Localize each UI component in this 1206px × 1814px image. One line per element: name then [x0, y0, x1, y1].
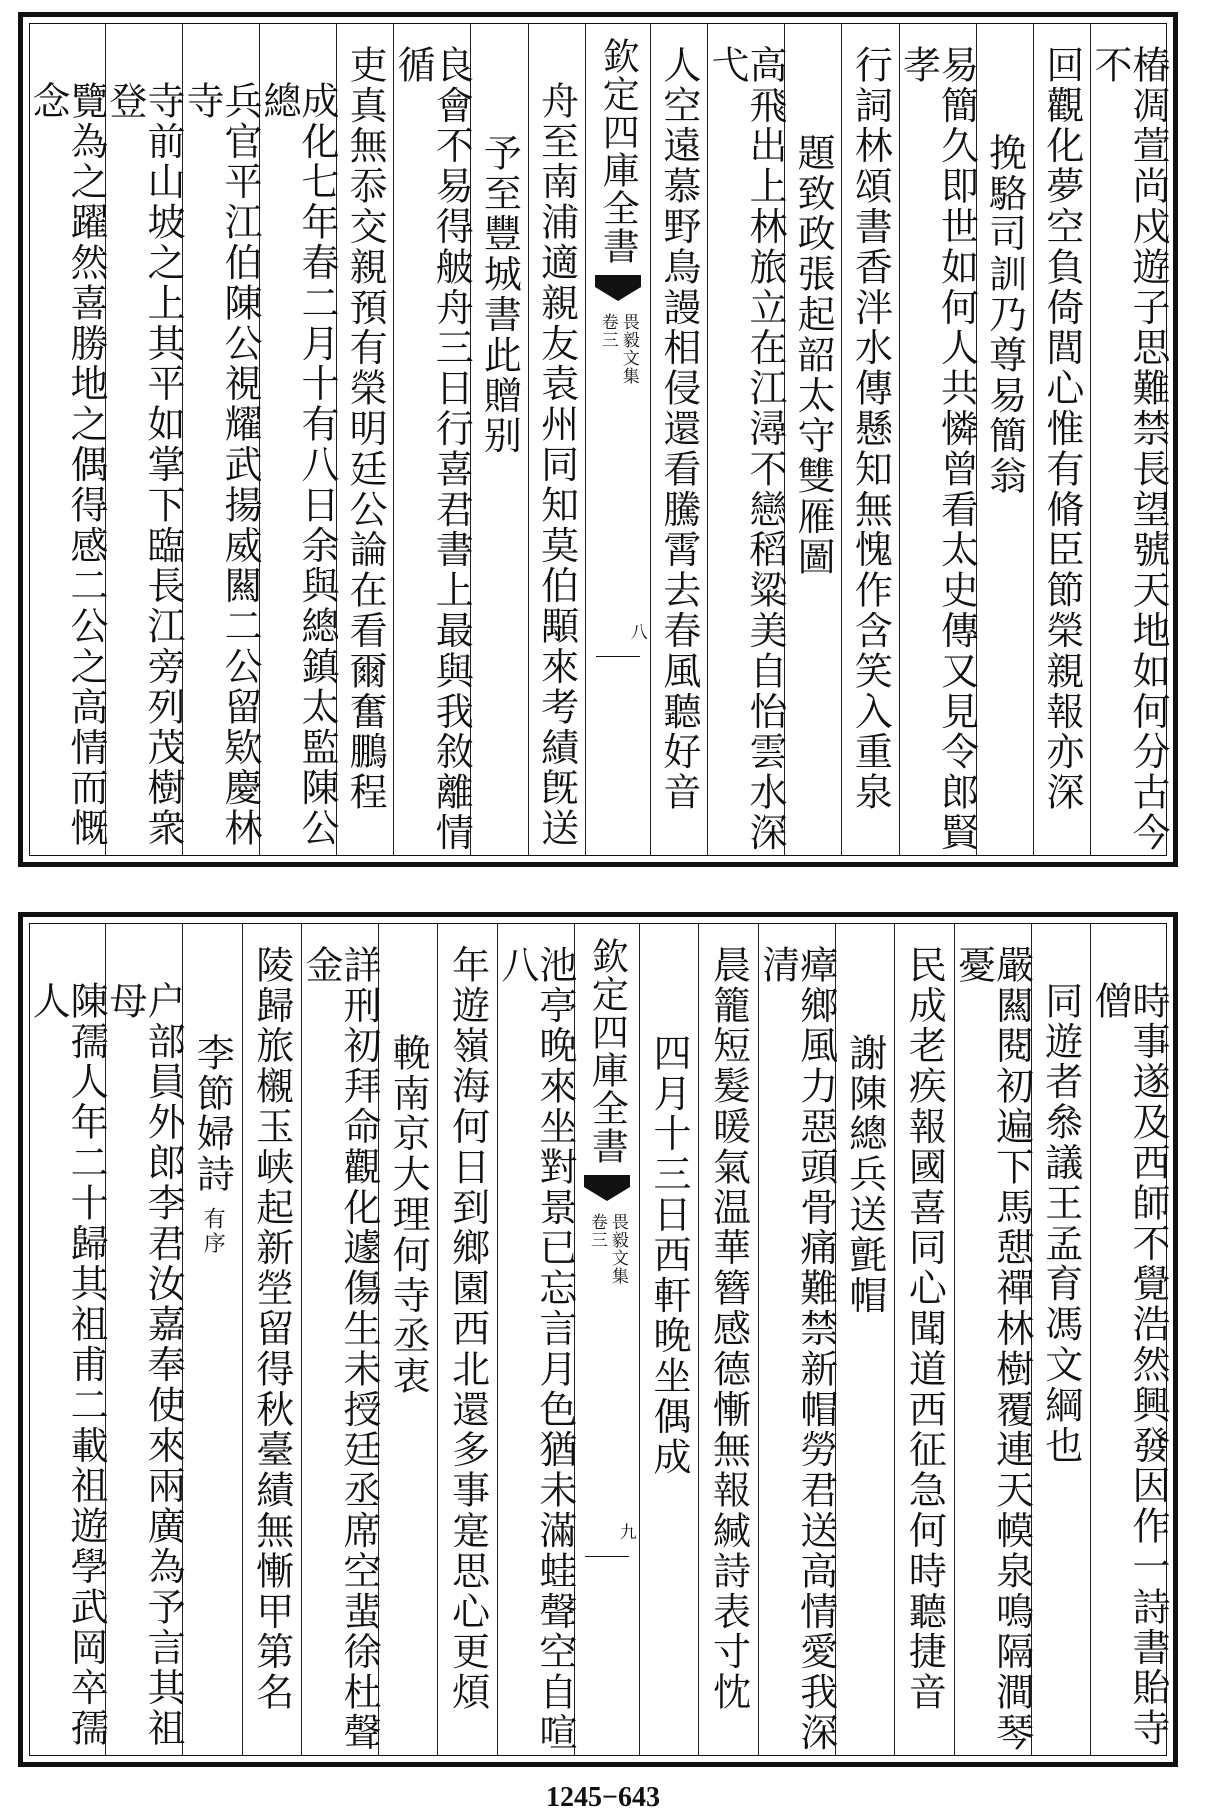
- text-column: [437, 923, 496, 1756]
- column-text: 覽為之躍然喜勝地之偶得感二公之高情而慨念: [26, 81, 108, 849]
- folio-number: 九: [615, 1522, 636, 1540]
- column-text: 舟至南浦適親友袁州同知莫伯顒來考績旣送: [534, 81, 579, 849]
- column-text: 四月十三日西軒晚坐偶成: [647, 1033, 692, 1478]
- gutter-title: 欽定四庫全書: [596, 37, 640, 265]
- text-column: [528, 23, 585, 856]
- column-text: 嚴闗閱初遍下馬憇禪林樹覆連天幙泉鳴隔澗琴憂: [951, 945, 1034, 1753]
- column-text: 輓南京大理何寺丞衷: [386, 1033, 431, 1397]
- text-column: [494, 923, 577, 1756]
- text-column: [298, 923, 381, 1756]
- text-column: [391, 23, 474, 856]
- column-text: 年遊嶺海何日到鄉園西北還多事寔思心更煩: [445, 945, 490, 1713]
- column-text: 陵歸旅櫬玉峡起新塋留得秋臺績無慚甲第名: [249, 945, 294, 1713]
- column-text: 予至豐城書此贈别: [477, 133, 522, 457]
- column-text: 同遊者叅議王孟育馮文綱也: [1038, 981, 1083, 1466]
- text-column: [378, 923, 437, 1756]
- text-column: [841, 23, 898, 856]
- text-column: [180, 23, 262, 856]
- column-text: 高飛出上林旅立在江潯不戀稻粱美自怡雲水深弋: [705, 45, 787, 853]
- column-text: 寺前山坡之上其平如掌下臨長江旁列茂樹衆登: [103, 81, 185, 849]
- bottom-page-columns: [26, 923, 1170, 1756]
- column-text: 題致政張起韶太守雙雁圖: [791, 133, 836, 578]
- text-column: [705, 23, 787, 856]
- text-column: [26, 923, 109, 1756]
- column-text: 良會不易得𦨭舟三日行喜君書上最與我敘離情循: [391, 45, 474, 853]
- gutter-juan: 卷三: [597, 313, 618, 349]
- text-column: [26, 23, 108, 856]
- fishtail-mark-icon: [595, 275, 641, 305]
- top-page-columns: [26, 23, 1170, 856]
- text-column: [103, 23, 185, 856]
- column-text: 人空遠慕野鳥謾相侵還看騰霄去春風聽好音: [656, 45, 701, 813]
- text-column: [1033, 23, 1090, 856]
- column-text: 椿凋萱尚戍遊子思難禁長望號天地如何分古今不: [1088, 45, 1170, 853]
- column-text: 挽駱司訓乃尊易簡翁: [982, 133, 1027, 497]
- column-text: 池亭晚來坐對景已忘言月色猶未滿蛙聲空自喧八: [494, 945, 577, 1753]
- text-column: [639, 923, 698, 1756]
- column-text: 易簡久即世如何人共憐曾看太史傳又見令郎賢孝: [896, 45, 979, 853]
- column-text: 陳孺人年二十歸其祖甫二載祖遊學武岡卒孺人: [26, 981, 109, 1749]
- text-column: [336, 23, 393, 856]
- text-column: [650, 23, 707, 856]
- column-text: 成化七年春二月十有八日余與總鎮太監陳公總: [257, 81, 339, 849]
- top-page: [18, 12, 1178, 867]
- text-column: [894, 923, 953, 1756]
- text-column: [896, 23, 979, 856]
- column-text: 行詞林頌書香泮水傳懸知無愧作含笑入重泉: [848, 45, 893, 813]
- text-column: [242, 923, 301, 1756]
- gutter-collection-name: 畏毅文集: [607, 1213, 628, 1285]
- text-column: [470, 23, 527, 856]
- center-gutter: [574, 923, 639, 1756]
- column-text: 晨籠短髮暖氣温華簪感德慚無報緘詩表寸忱: [706, 945, 751, 1713]
- page-number-footer: 1245−643: [546, 1782, 660, 1813]
- text-column: [698, 923, 757, 1756]
- text-column: [182, 923, 241, 1756]
- column-text: 時事遂及西師不覺浩然興發因作一詩書貽寺僧: [1088, 981, 1170, 1749]
- gutter-fold-line: [585, 1556, 629, 1557]
- fishtail-mark-icon: [584, 1175, 630, 1205]
- column-note: 有序: [200, 1206, 226, 1256]
- text-column: [951, 923, 1034, 1756]
- center-gutter: [585, 23, 650, 856]
- gutter-fold-line: [596, 656, 640, 657]
- text-column: [755, 923, 838, 1756]
- gutter-title: 欽定四庫全書: [585, 937, 629, 1165]
- folio-number: 八: [626, 622, 647, 640]
- gutter-meta: [588, 1213, 626, 1285]
- column-text: 吏真無忝交親預有榮明廷公論在看爾奮鵬程: [343, 45, 388, 813]
- column-text: 詳刑初拜命觀化遽傷生未授廷丞席空蜚徐杜聲金: [298, 945, 381, 1753]
- text-column: [976, 23, 1033, 856]
- column-text: 回觀化夢空負倚閭心惟有脩臣節榮親報亦深: [1039, 45, 1084, 813]
- text-column: [103, 923, 186, 1756]
- text-column: [1088, 23, 1170, 856]
- column-text: 謝陳總兵送氈帽: [842, 1033, 887, 1316]
- text-column: [1031, 923, 1090, 1756]
- text-column: [784, 23, 841, 856]
- column-text: 民成老疾報國喜同心聞道西征急何時聽捷音: [902, 945, 947, 1713]
- gutter-meta: [599, 313, 637, 385]
- column-text: 户部員外郎李君汝嘉奉使來兩廣為予言其祖母: [103, 981, 186, 1749]
- text-column: [257, 23, 339, 856]
- column-text: 瘴鄉風力惡頭骨痛難禁新帽勞君送高情愛我深清: [755, 945, 838, 1753]
- column-text: 李節婦詩: [190, 1033, 235, 1195]
- gutter-juan: 卷三: [586, 1213, 607, 1249]
- text-column: [1088, 923, 1170, 1756]
- text-column: [835, 923, 894, 1756]
- bottom-page: [18, 912, 1178, 1767]
- gutter-collection-name: 畏毅文集: [618, 313, 639, 385]
- column-text: 兵官平江伯陳公視耀武揚威闗二公留欵慶林寺: [180, 81, 262, 849]
